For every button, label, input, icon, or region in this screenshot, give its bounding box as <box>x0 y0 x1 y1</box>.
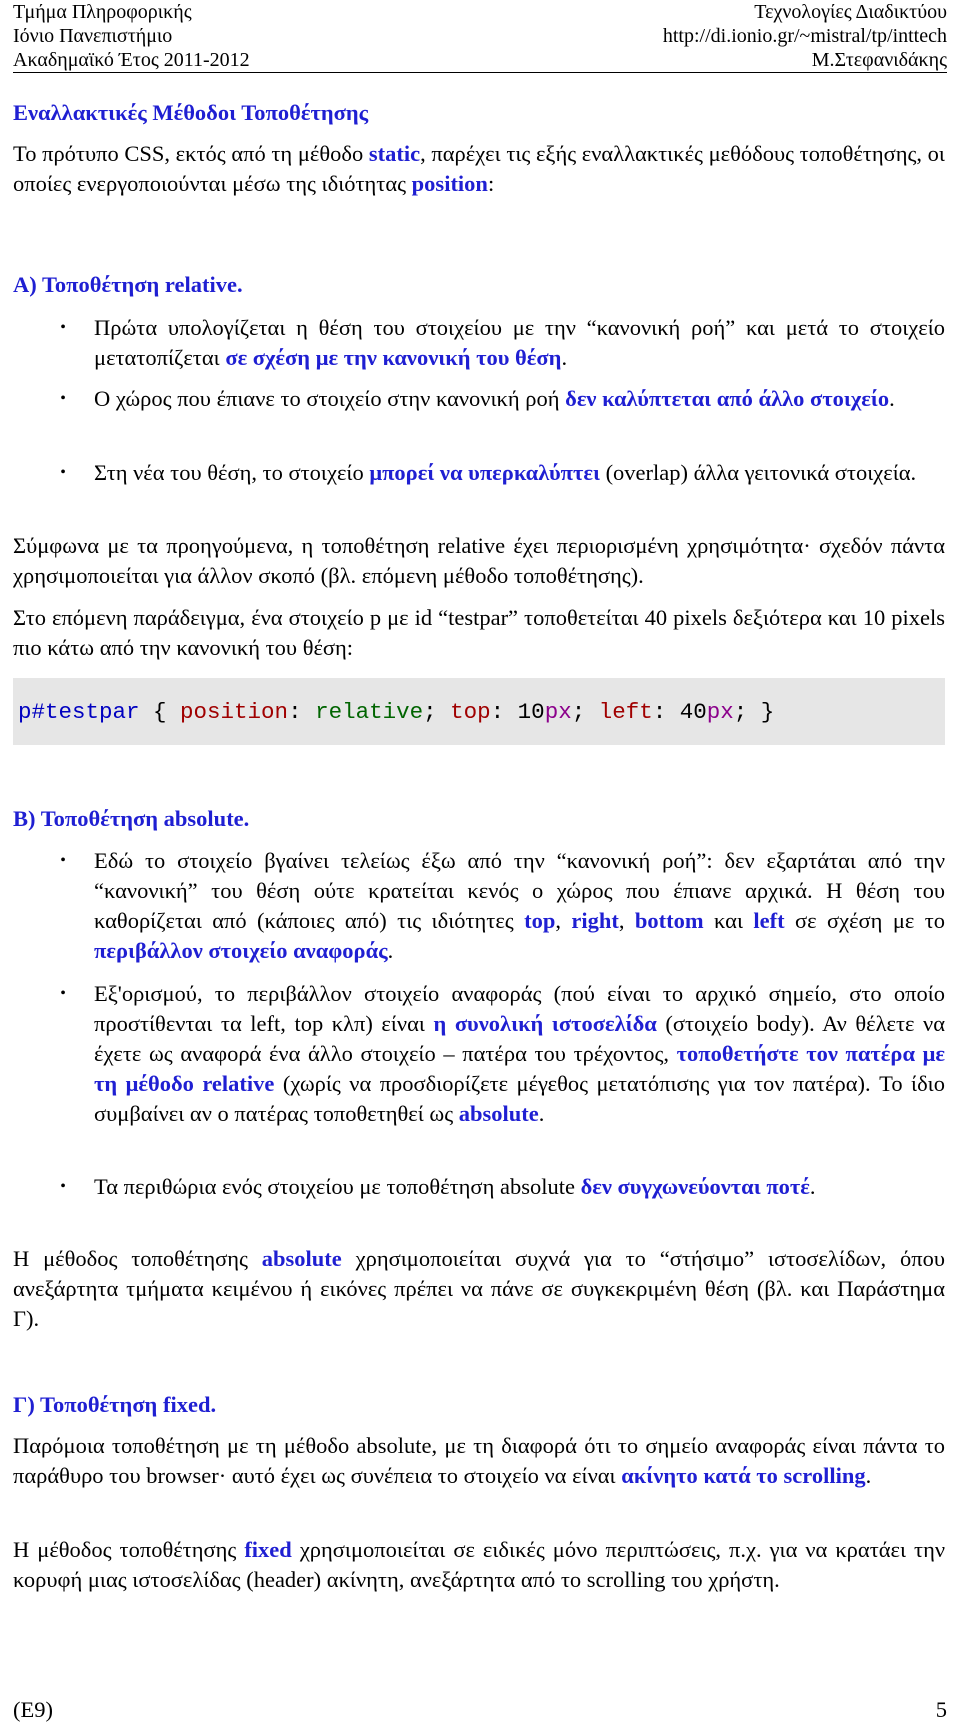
bullet-marker: • <box>60 985 66 1002</box>
bullet-marker: • <box>60 852 66 869</box>
section-b-bullet-3: Τα περιθώρια ενός στοιχείου με τοποθέτηση absolute δεν συγχωνεύονται ποτέ. <box>94 1174 816 1199</box>
author-name: Μ.Στεφανιδάκης <box>811 49 947 71</box>
chapter-label: (Ε9) <box>13 1697 53 1722</box>
page-header <box>13 0 947 73</box>
section-c-paragraph-2: Η μέθοδος τοποθέτησης fixed χρησιμοποιείται σε ειδικές μόνο περιπτώσεις, π.χ. για να κρατάει την κορυφή μιας ιστοσελίδας (header) ακίνητη, ανεξάρτητα από το scrolling του χρήστη. <box>13 1537 946 1592</box>
section-c-paragraph-1: Παρόμοια τοποθέτηση με τη μέθοδο absolute, με τη διαφορά ότι το σημείο αναφοράς είναι πάντα το παράθυρο του browser· αυτό έχει ως συνέπεια το στοιχείο να είναι ακίνητο κατά το scrolling. <box>13 1433 945 1488</box>
section-a-paragraph-2: Στο επόμενη παράδειγμα, ένα στοιχείο p με id “testpar” τοποθετείται 40 pixels δεξιότερα και 10 pixels πιο κάτω από την κανονική του θέση: <box>13 605 945 660</box>
section-a-bullet-3: Στη νέα του θέση, το στοιχείο μπορεί να υπερκαλύπτει (overlap) άλλα γειτονικά στοιχεία. <box>94 460 917 485</box>
page-number: 5 <box>935 1697 947 1722</box>
section-a-paragraph-1: Σύμφωνα με τα προηγούμενα, η τοποθέτηση relative έχει περιορισμένη χρησιμότητα· σχεδόν πάντα χρησιμοποιείται για άλλον σκοπό (βλ. επόμενη μέθοδο τοποθέτησης). <box>13 533 945 588</box>
section-b-heading: Β) Τοποθέτηση absolute. <box>13 806 250 831</box>
header-right <box>663 0 947 72</box>
section-a-bullet-2: Ο χώρος που έπιανε το στοιχείο στην κανονική ροή δεν καλύπτεται από άλλο στοιχείο. <box>94 386 895 411</box>
intro-paragraph: Το πρότυπο CSS, εκτός από τη μέθοδο static, παρέχει τις εξής εναλλακτικές μεθόδους τοποθέτησης, οι οποίες ενεργοποιούνται μέσω της ιδιότητας position: <box>13 141 945 196</box>
bullet-marker: • <box>60 319 66 336</box>
section-a-heading: Α) Τοποθέτηση relative. <box>13 272 243 297</box>
page-title: Εναλλακτικές Μέθοδοι Τοποθέτησης <box>13 100 369 125</box>
section-b-paragraph: Η μέθοδος τοποθέτησης absolute χρησιμοποιείται συχνά για το “στήσιμο” ιστοσελίδων, όπου ανεξάρτητα τμήματα κειμένου ή εικόνες πρέπει να πάνε σε συγκεκριμένη θέση (βλ. και Παράστημα Γ). <box>13 1246 945 1331</box>
bullet-marker: • <box>60 464 66 481</box>
department-name: Τμήμα Πληροφορικής <box>13 1 192 23</box>
section-c-heading: Γ) Τοποθέτηση fixed. <box>13 1392 217 1417</box>
university-name: Ιόνιο Πανεπιστήμιο <box>13 25 173 47</box>
code-example <box>13 678 945 745</box>
header-left <box>13 0 250 72</box>
section-b-bullet-1: Εδώ το στοιχείο βγαίνει τελείως έξω από την “κανονική ροή”: δεν εξαρτάται από την “κανονική” του θέση ούτε κρατείται κενός ο χώρος που έπιανε αρχικά. Η θέση του καθορίζεται από (κάποιες από) τις ιδιότητες top, right, bottom και left σε σχέση με το περιβάλλον στοιχείο αναφοράς. <box>94 848 945 963</box>
bullet-marker: • <box>60 1178 66 1195</box>
course-name: Τεχνολογίες Διαδικτύου <box>754 1 947 23</box>
bullet-marker: • <box>60 390 66 407</box>
section-a-bullet-1: Πρώτα υπολογίζεται η θέση του στοιχείου με την “κανονική ροή” και μετά το στοιχείο μετατοπίζεται σε σχέση με την κανονική του θέση. <box>94 315 945 370</box>
academic-year: Ακαδημαϊκό Έτος 2011-2012 <box>13 49 250 71</box>
css-code-line: p#testpar { position: relative; top: 10px; left: 40px; } <box>18 699 775 725</box>
course-url: http://di.ionio.gr/~mistral/tp/inttech <box>662 25 947 47</box>
section-b-bullet-2: Εξ'ορισμού, το περιβάλλον στοιχείο αναφοράς (πού είναι το αρχικό σημείο, στο οποίο προστίθενται τα left, top κλπ) είναι η συνολική ιστοσελίδα (στοιχείο body). Αν θέλετε να έχετε ως αναφορά ένα άλλο στοιχείο – πατέρα του τρέχοντος, τοποθετήστε τον πατέρα με τη μέθοδο relative (χωρίς να προσδιορίζετε μέγεθος μετατόπισης για τον πατέρα). Το ίδιο συμβαίνει αν ο πατέρας τοποθετηθεί ως absolute. <box>94 981 945 1126</box>
